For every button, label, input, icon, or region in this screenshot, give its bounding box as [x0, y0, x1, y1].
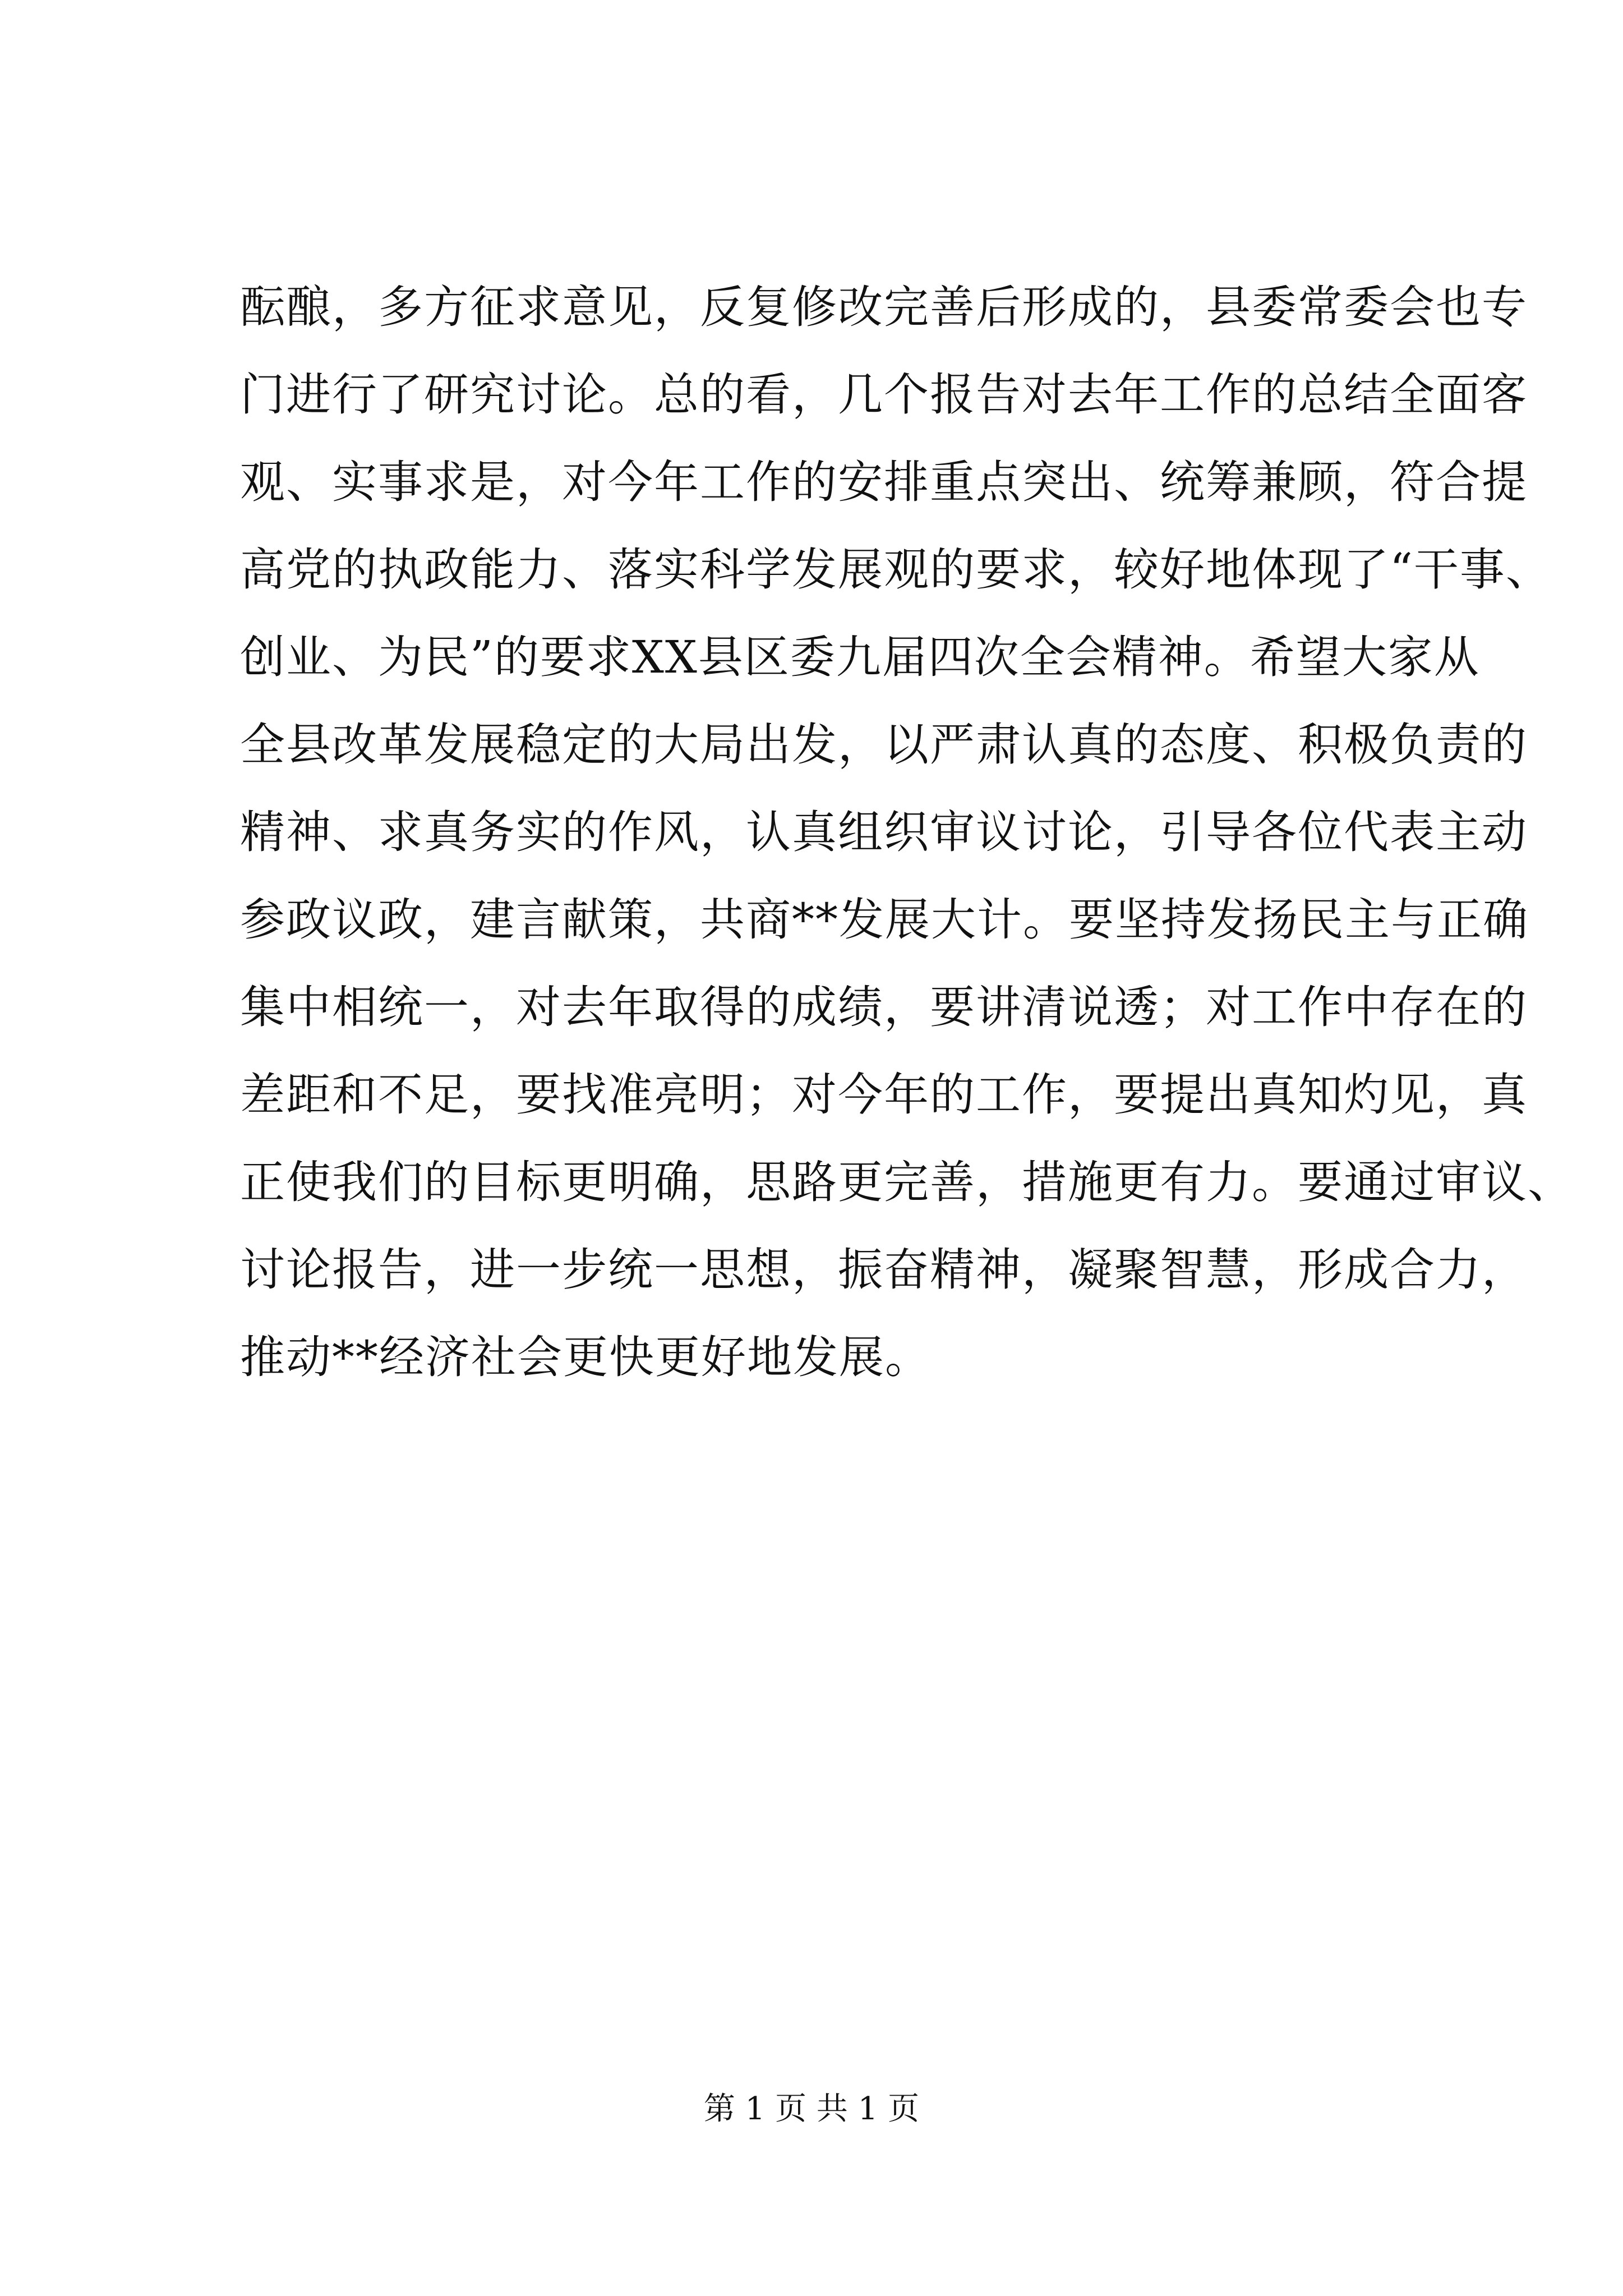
text-line: 正使我们的目标更明确，思路更完善，措施更有力。要通过审议、	[240, 1156, 1574, 1208]
text-line: 精神、求真务实的作风，认真组织审议讨论，引导各位代表主动	[240, 806, 1528, 858]
text-line: 讨论报告，进一步统一思想，振奋精神，凝聚智慧，形成合力，	[240, 1244, 1528, 1296]
text-line: 门进行了研究讨论。总的看，几个报告对去年工作的总结全面客	[240, 369, 1528, 421]
text-line: 创业、为民”的要求XX县区委九届四次全会精神。希望大家从	[240, 631, 1480, 683]
text-line: 集中相统一，对去年取得的成绩，要讲清说透；对工作中存在的	[240, 981, 1528, 1033]
page-number-footer: 第 1 页 共 1 页	[703, 2091, 920, 2127]
text-line: 差距和不足，要找准亮明；对今年的工作，要提出真知灼见，真	[240, 1069, 1528, 1121]
body-paragraph	[240, 264, 1574, 1401]
text-line: 推动**经济社会更快更好地发展。	[240, 1331, 931, 1383]
text-line: 全县改革发展稳定的大局出发，以严肃认真的态度、积极负责的	[240, 719, 1528, 771]
text-line: 高党的执政能力、落实科学发展观的要求，较好地体现了“干事、	[240, 544, 1552, 596]
text-line: 酝酿，多方征求意见，反复修改完善后形成的，县委常委会也专	[240, 281, 1528, 333]
text-line: 参政议政，建言献策，共商**发展大计。要坚持发扬民主与正确	[240, 894, 1529, 946]
text-line: 观、实事求是，对今年工作的安排重点突出、统筹兼顾，符合提	[240, 456, 1528, 508]
